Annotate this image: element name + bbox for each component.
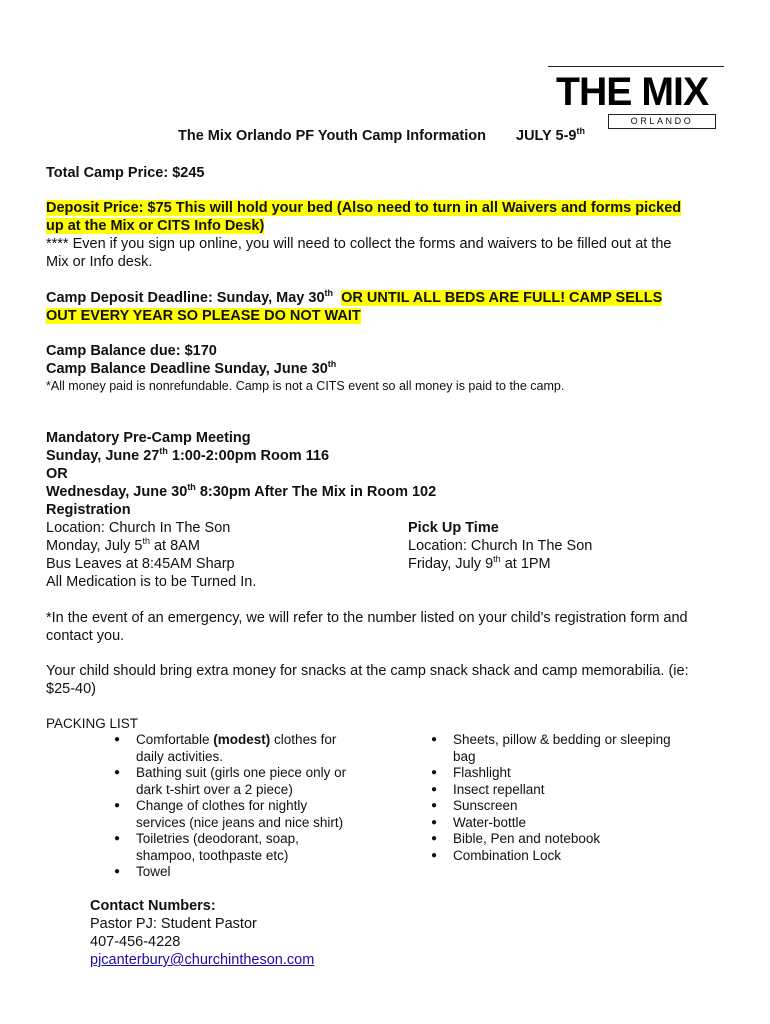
bus-departure: Bus Leaves at 8:45AM Sharp <box>46 556 235 572</box>
list-item: ● Toiletries (deodorant, soap, shampoo, toothpaste etc) <box>112 831 346 864</box>
deposit-deadline-line-2: OUT EVERY YEAR SO PLEASE DO NOT WAIT <box>46 308 361 324</box>
list-item: ● Change of clothes for nightly services (nice jeans and nice shirt) <box>112 798 346 831</box>
deadline-highlight-1: OR UNTIL ALL BEDS ARE FULL! CAMP SELLS <box>341 290 663 306</box>
list-item: ● Combination Lock <box>429 848 671 865</box>
title-text: The Mix Orlando PF Youth Camp Information <box>178 128 486 144</box>
packing-list-right <box>429 732 671 864</box>
the-mix-logo <box>548 66 724 128</box>
logo-sub-text: ORLANDO <box>608 114 716 129</box>
logo-main-text: THE MIX <box>556 70 709 114</box>
emergency-line-1: *In the event of an emergency, we will refer to the number listed on your child's registration form and <box>46 610 688 626</box>
balance-due: Camp Balance due: $170 <box>46 343 217 359</box>
packing-list-title: PACKING LIST <box>46 716 139 731</box>
list-item: ● Water-bottle <box>429 815 671 832</box>
medication-note: All Medication is to be Turned In. <box>46 574 257 590</box>
list-item: ● Sunscreen <box>429 798 671 815</box>
deposit-note-2: Mix or Info desk. <box>46 254 153 270</box>
list-item: ● Comfortable (modest) clothes for daily activities. <box>112 732 346 765</box>
snack-money-line-1: Your child should bring extra money for snacks at the camp snack shack and camp memorabilia. (ie: <box>46 663 689 679</box>
list-item: ● Towel <box>112 864 346 881</box>
deposit-note-1: **** Even if you sign up online, you will need to collect the forms and waivers to be filled out at the <box>46 236 672 252</box>
pickup-date: Friday, July 9th at 1PM <box>408 554 551 572</box>
list-item: ● Flashlight <box>429 765 671 782</box>
pickup-location: Location: Church In The Son <box>408 538 593 554</box>
logo-rule <box>548 66 724 67</box>
pickup-title: Pick Up Time <box>408 520 499 536</box>
emergency-line-2: contact you. <box>46 628 125 644</box>
contact-email-row <box>90 952 314 968</box>
deposit-deadline-line-1: Camp Deposit Deadline: Sunday, May 30th OR UNTIL ALL BEDS ARE FULL! CAMP SELLS <box>46 288 663 306</box>
meeting-title: Mandatory Pre-Camp Meeting <box>46 430 251 446</box>
meeting-option-1: Sunday, June 27th 1:00-2:00pm Room 116 <box>46 446 330 464</box>
packing-list-left <box>112 732 346 881</box>
registration-title: Registration <box>46 502 131 518</box>
document-title <box>178 128 486 144</box>
registration-location: Location: Church In The Son <box>46 520 231 536</box>
contacts-title: Contact Numbers: <box>90 898 216 914</box>
list-item: ● Sheets, pillow & bedding or sleeping bag <box>429 732 671 765</box>
meeting-option-2: Wednesday, June 30th 8:30pm After The Mix in Room 102 <box>46 482 437 500</box>
total-price: Total Camp Price: $245 <box>46 165 205 181</box>
list-item: ● Bible, Pen and notebook <box>429 831 671 848</box>
contact-phone: 407-456-4228 <box>90 934 181 950</box>
nonrefundable-note: *All money paid is nonrefundable. Camp is not a CITS event so all money is paid to the camp. <box>46 379 565 393</box>
balance-deadline: Camp Balance Deadline Sunday, June 30th <box>46 359 337 377</box>
deposit-line-1: Deposit Price: $75 This will hold your bed (Also need to turn in all Waivers and forms picked <box>46 200 682 216</box>
deposit-line-2: up at the Mix or CITS Info Desk) <box>46 218 265 234</box>
camp-dates: JULY 5-9th <box>516 126 585 144</box>
contact-name: Pastor PJ: Student Pastor <box>90 916 257 932</box>
registration-date: Monday, July 5th at 8AM <box>46 536 200 554</box>
meeting-or: OR <box>46 466 68 482</box>
list-item: ● Insect repellant <box>429 782 671 799</box>
snack-money-line-2: $25-40) <box>46 681 96 697</box>
contact-email-link[interactable]: pjcanterbury@churchintheson.com <box>90 952 315 968</box>
list-item: ● Bathing suit (girls one piece only or dark t-shirt over a 2 piece) <box>112 765 346 798</box>
